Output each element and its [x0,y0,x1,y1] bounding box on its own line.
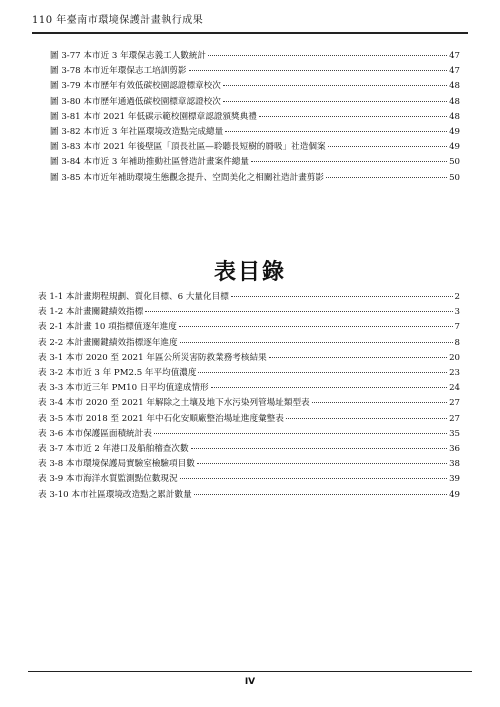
entry-page-number: 48 [449,96,460,107]
entry-page-number: 47 [449,66,460,77]
entry-title: 表 3-7 本市近 2 年港口及船舶稽查次數 [38,444,189,454]
toc-entry[interactable] [50,171,460,185]
dot-leader [259,116,447,117]
toc-entry[interactable] [38,412,460,426]
toc-entry[interactable] [50,95,460,109]
entry-page-number: 23 [449,368,460,378]
toc-entry[interactable] [50,155,460,169]
entry-page-number: 49 [449,127,460,137]
entry-title: 表 1-1 本計畫期程規劃、質化目標、6 大量化目標 [38,292,229,302]
dot-leader [312,402,447,403]
entry-title: 表 3-6 本市保護區面積統計表 [38,428,152,439]
toc-entry[interactable] [38,336,460,350]
entry-page-number: 27 [449,413,460,424]
toc-entry[interactable] [38,305,460,319]
entry-page-number: 47 [449,51,460,61]
toc-entry[interactable] [38,442,460,456]
entry-page-number: 39 [449,474,460,485]
toc-entry[interactable] [50,125,460,139]
dot-leader [208,55,447,56]
entry-title: 圖 3-77 本市近 3 年環保志義工人數統計 [50,51,207,61]
toc-entry[interactable] [38,366,460,380]
entry-title: 表 3-1 本市 2020 至 2021 年區公所災害防救業務考核結果 [38,352,267,363]
entry-page-number: 48 [449,81,460,92]
header-rule [32,32,468,34]
toc-entry[interactable] [50,79,460,93]
toc-entry[interactable] [50,110,460,124]
page-number: IV [244,677,256,687]
dot-leader [180,478,447,479]
entry-page-number: 50 [449,172,460,183]
dot-leader [145,311,452,312]
entry-title: 表 3-2 本市近 3 年 PM2.5 年平均值濃度 [38,368,197,378]
dot-leader [251,161,447,162]
dot-leader [269,357,447,358]
entry-page-number: 24 [449,383,460,394]
toc-entry[interactable] [38,290,460,304]
dot-leader [223,101,447,102]
dot-leader [211,387,447,388]
dot-leader [198,372,447,373]
toc-entry[interactable] [50,64,460,78]
entry-page-number: 50 [449,157,460,168]
entry-title: 表 3-4 本市 2020 至 2021 年解除之土壤及地下水污染列管場址類型表 [38,398,310,409]
toc-entry[interactable] [50,49,460,63]
tables-section-title: 表目錄 [213,259,286,285]
entry-title: 表 3-9 本市海洋水質監測點位數現況 [38,474,178,485]
toc-entry[interactable] [38,396,460,410]
dot-leader [286,418,447,419]
entry-title: 圖 3-82 本市近 3 年社區環境改造點完成總量 [50,127,224,137]
entry-title: 表 1-2 本計畫關鍵績效指標 [38,307,144,318]
dot-leader [231,296,453,297]
entry-page-number: 49 [449,142,460,153]
entry-page-number: 48 [449,111,460,122]
toc-entry[interactable] [50,140,460,154]
entry-title: 圖 3-78 本市近年環保志工培訓剪影 [50,66,187,77]
entry-title: 圖 3-83 本市 2021 年後壁區「頂長社區—聆聽長短樹的脣吸」社造個案 [50,142,326,153]
dot-leader [197,463,447,464]
toc-entry[interactable] [38,381,460,395]
entry-title: 圖 3-79 本市歷年有效低碳校園認證標章校次 [50,81,221,92]
entry-page-number: 27 [449,398,460,409]
toc-entry[interactable] [38,472,460,486]
entry-page-number: 35 [449,428,460,439]
dot-leader [191,448,448,449]
entry-title: 表 3-8 本市環境保護局實驗室檢驗項目數 [38,459,195,470]
dot-leader [194,494,447,495]
entry-title: 圖 3-84 本市近 3 年補助推動社區營造計畫案件總量 [50,157,249,168]
entry-page-number: 8 [454,337,460,348]
entry-page-number: 49 [449,489,460,500]
toc-entry[interactable] [38,457,460,471]
entry-title: 表 3-3 本市近三年 PM10 日平均值達成情形 [38,383,209,394]
toc-entry[interactable] [38,488,460,502]
entry-title: 圖 3-81 本市 2021 年低碳示範校園標章認證頒獎典禮 [50,111,257,122]
dot-leader [328,146,448,147]
entry-page-number: 3 [454,307,460,318]
entry-title: 表 2-1 本計畫 10 項指標值逐年進度 [38,322,177,333]
entry-title: 表 3-10 本市社區環境改造點之累計數量 [38,489,192,500]
toc-entry[interactable] [38,320,460,334]
entry-page-number: 2 [454,292,460,302]
entry-page-number: 7 [454,322,460,333]
toc-entry[interactable] [38,427,460,441]
entry-page-number: 20 [449,352,460,363]
dot-leader [225,131,447,132]
entry-page-number: 36 [449,444,460,454]
entry-title: 表 2-2 本計畫關鍵績效指標逐年進度 [38,337,178,348]
entry-page-number: 38 [449,459,460,470]
footer-rule [28,671,472,672]
dot-leader [326,177,447,178]
entry-title: 圖 3-85 本市近年補助環境生態觀念提升、空間美化之相關社造計畫剪影 [50,172,324,183]
dot-leader [179,326,453,327]
dot-leader [189,70,448,71]
dot-leader [223,85,447,86]
dot-leader [180,342,453,343]
entry-title: 表 3-5 本市 2018 至 2021 年中石化安順廠整治場址進度彙整表 [38,413,284,424]
toc-entry[interactable] [38,351,460,365]
entry-title: 圖 3-80 本市歷年通過低碳校園標章認證校次 [50,96,221,107]
dot-leader [154,433,447,434]
running-header: 110 年臺南市環境保護計畫執行成果 [32,15,204,26]
